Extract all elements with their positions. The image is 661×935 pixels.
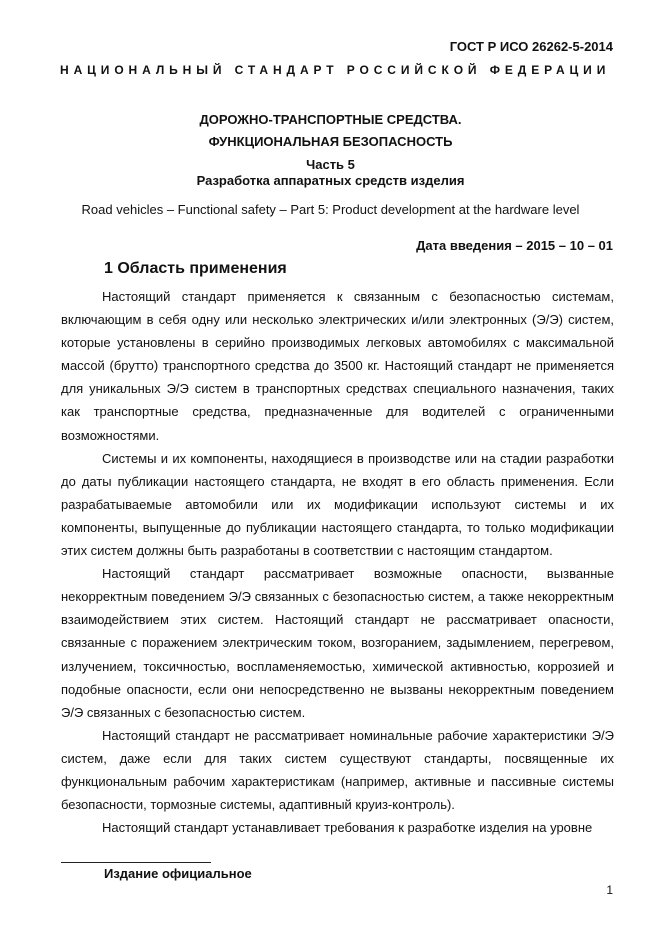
section-heading: 1 Область применения [104, 260, 287, 277]
footnote-divider [61, 862, 211, 863]
official-edition-label: Издание официальное [104, 866, 252, 881]
paragraph-1: Настоящий стандарт применяется к связанным с безопасностью системам, включающим в себя одну или несколько электрических и/или электронных (Э/Э) систем, которые установлены в серийно производимых легковых автомобилях с максимальной массой (брутто) транспортного средства до 3500 кг. Настоящий стандарт не применяется для уникальных Э/Э систем в транспортных средствах специального назначения, таких как транспортные средства, предназначенные для водителей с ограниченными возможностями. [61, 289, 614, 443]
title-subtitle: Разработка аппаратных средств изделия [196, 173, 465, 188]
paragraph-2: Системы и их компоненты, находящиеся в производстве или на стадии разработки до даты публикации настоящего стандарта, не входят в его область применения. Если разрабатываемые автомобили или их модификации используют системы и их компоненты, выпущенные до публикации настоящего стандарта, то только модификации этих систем должны быть разработаны в соответствии с настоящим стандартом. [61, 450, 614, 559]
paragraph-5: Настоящий стандарт устанавливает требования к разработке изделия на уровне [102, 820, 593, 836]
standard-code: ГОСТ Р ИСО 26262-5-2014 [449, 39, 613, 54]
title-line-2: ФУНКЦИОНАЛЬНАЯ БЕЗОПАСНОСТЬ [208, 134, 453, 149]
title-part: Часть 5 [306, 157, 355, 172]
title-line-1: ДОРОЖНО-ТРАНСПОРТНЫЕ СРЕДСТВА. [199, 112, 462, 127]
english-title: Road vehicles – Functional safety – Part 5: Product development at the hardware level [81, 202, 580, 217]
national-standard-banner: НАЦИОНАЛЬНЫЙ СТАНДАРТ РОССИЙСКОЙ ФЕДЕРАЦИИ [60, 63, 611, 77]
page-number: 1 [606, 883, 613, 897]
section-body [61, 285, 614, 839]
introduction-date: Дата введения – 2015 – 10 – 01 [416, 238, 613, 253]
paragraph-4: Настоящий стандарт не рассматривает номинальные рабочие характеристики Э/Э систем, даже если для таких систем существуют стандарты, посвященные их функциональным рабочим характеристикам (например, активные и пассивные системы безопасности, тормозные системы, адаптивный круиз-контроль). [61, 727, 614, 813]
paragraph-3: Настоящий стандарт рассматривает возможные опасности, вызванные некорректным поведением Э/Э связанных с безопасностью систем, а также некорректным взаимодействием этих систем. Настоящий стандарт не рассматривает опасности, связанные с поражением электрическим током, возгоранием, задымлением, перегревом, излучением, токсичностью, воспламеняемостью, химической активностью, коррозией и подобные опасности, если они непосредственно не вызваны некорректным поведением Э/Э связанных с безопасностью систем. [61, 566, 614, 720]
